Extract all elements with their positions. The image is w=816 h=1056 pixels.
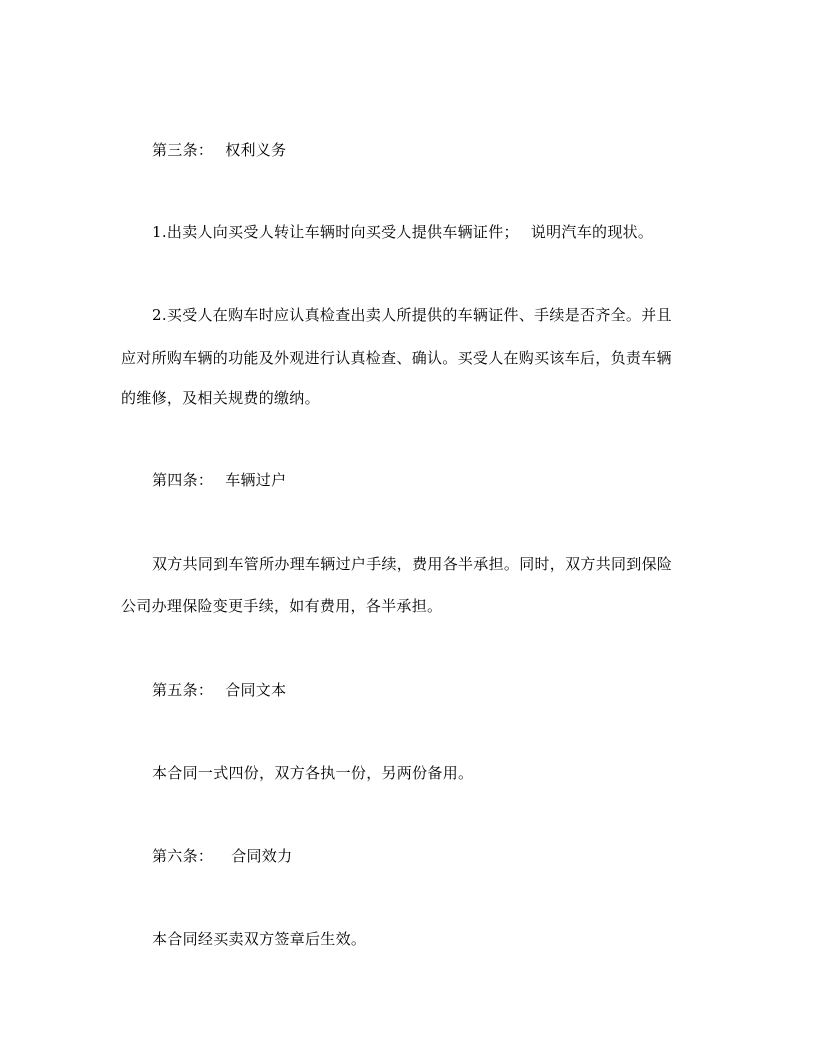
article-3-title: 权利义务 — [225, 141, 287, 159]
article-3-label: 第三条： — [152, 141, 214, 159]
article-3-heading — [152, 140, 286, 160]
article-6-heading — [152, 846, 292, 866]
article-4-body-line-2: 公司办理保险变更手续，如有费用，各半承担。 — [121, 597, 443, 615]
article-5-title: 合同文本 — [225, 681, 287, 699]
article-3-item-1 — [152, 222, 653, 242]
article-4-heading — [152, 470, 286, 490]
article-5-body-line-1: 本合同一式四份，双方各执一份，另两份备用。 — [152, 764, 474, 782]
article-6-label: 第六条： — [152, 847, 214, 865]
article-5-heading — [152, 680, 286, 700]
article-3-item-2-line-3: 的维修，及相关规费的缴纳。 — [121, 389, 320, 407]
article-3-item-1-part-b: 说明汽车的现状。 — [530, 223, 654, 241]
article-6-body-line-1: 本合同经买卖双方签章后生效。 — [152, 930, 367, 948]
article-3-item-2-line-1: 2.买受人在购车时应认真检查出卖人所提供的车辆证件、手续是否齐全。并且 — [152, 306, 672, 324]
article-3-item-2-line-2: 应对所购车辆的功能及外观进行认真检查、确认。买受人在购买该车后，负责车辆 — [121, 349, 672, 367]
article-4-label: 第四条： — [152, 471, 214, 489]
article-4-title: 车辆过户 — [225, 471, 287, 489]
article-3-item-1-part-a: 1.出卖人向买受人转让车辆时向买受人提供车辆证件； — [152, 223, 519, 241]
article-6-title: 合同效力 — [231, 847, 293, 865]
article-5-label: 第五条： — [152, 681, 214, 699]
article-4-body-line-1: 双方共同到车管所办理车辆过户手续，费用各半承担。同时，双方共同到保险 — [152, 555, 673, 573]
